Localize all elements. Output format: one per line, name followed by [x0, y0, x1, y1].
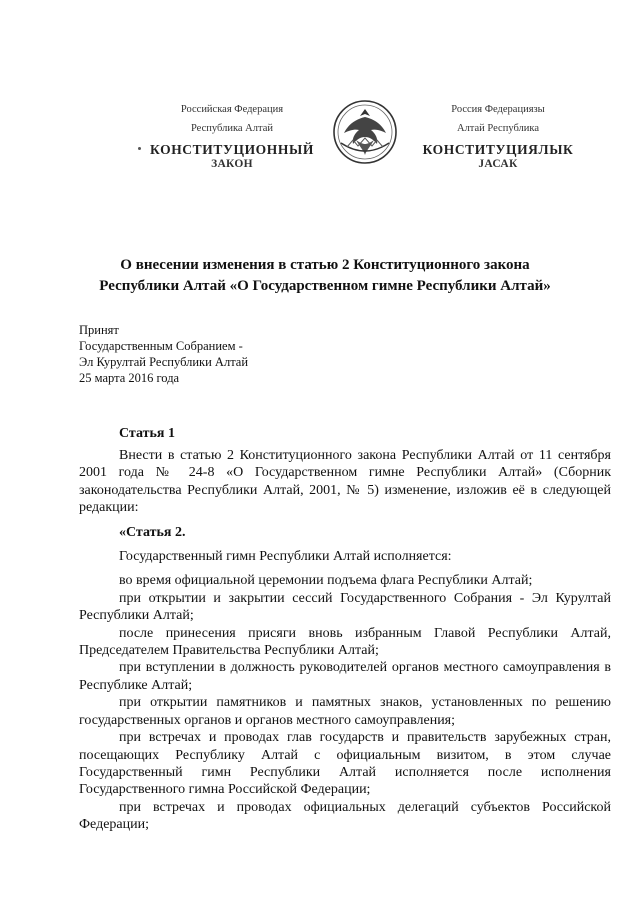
- header-left-doc-type: КОНСТИТУЦИОННЫЙ: [150, 142, 314, 157]
- list-item: во время официальной церемонии подъема флага Республики Алтай;: [119, 573, 533, 589]
- adoption-date: 25 марта 2016 года: [79, 371, 180, 385]
- header-right-doc-type: КОНСТИТУЦИЯЛЫК: [422, 142, 574, 157]
- header-left: [137, 104, 327, 171]
- list-item: при вступлении в должность руководителей органов местного самоуправления в Республике Алтай;: [79, 660, 611, 693]
- header-left-republic: Республика Алтай: [190, 123, 273, 134]
- scan-dot: [138, 147, 141, 150]
- header-left-law: ЗАКОН: [211, 158, 253, 170]
- list-item: при открытии и закрытии сессий Государственного Собрания - Эл Курултай Республики Алтай;: [79, 590, 611, 624]
- header-right-country: Россия Федерациязы: [451, 104, 545, 115]
- title-line-2: Республики Алтай «О Государственном гимне Республики Алтай»: [99, 278, 551, 294]
- adoption-accepted: Принят: [79, 323, 119, 337]
- list-item: при встречах и проводах глав государств и правительств зарубежных стран, посещающих Республику Алтай с официальным визитом, в этом случае Государственный гимн Республики Алтай исполняется после исполнения Государственного гимна Российской Федерации;: [79, 730, 611, 798]
- document-title: [60, 255, 590, 297]
- header-right-law: JАСАК: [478, 158, 518, 170]
- coat-of-arms-icon: [327, 99, 403, 165]
- adoption-assembly: Эл Курултай Республики Алтай: [79, 355, 249, 369]
- article-1-heading: Статья 1: [119, 426, 175, 441]
- title-line-1: О внесении изменения в статью 2 Конституционного закона: [120, 257, 530, 273]
- header-right: [403, 104, 593, 171]
- article-lead: Государственный гимн Республики Алтай исполняется:: [119, 549, 452, 565]
- list-item: при открытии памятников и памятных знаков, установленных по решению государственных органов и органов местного самоуправления;: [79, 695, 611, 728]
- article-1-intro: Внести в статью 2 Конституционного закона Республики Алтай от 11 сентября 2001 года № 24-8 «О Государственном гимне Республики Алтай» (Сборник законодательства Республики Алтай, 2001, № 5) изменение, изложив её в следующей редакции:: [79, 448, 611, 516]
- quoted-article-heading: «Статья 2.: [119, 524, 186, 540]
- header-left-country: Российская Федерация: [180, 104, 284, 115]
- adoption-block: [79, 322, 248, 386]
- header-right-republic: Алтай Республика: [456, 123, 539, 134]
- list-item: при встречах и проводах официальных делегаций субъектов Российской Федерации;: [79, 799, 611, 833]
- adoption-by: Государственным Собранием -: [79, 339, 243, 353]
- article-1-body: [79, 447, 611, 834]
- list-item: после принесения присяги вновь избранным Главой Республики Алтай, Председателем Правительства Республики Алтай;: [79, 625, 611, 659]
